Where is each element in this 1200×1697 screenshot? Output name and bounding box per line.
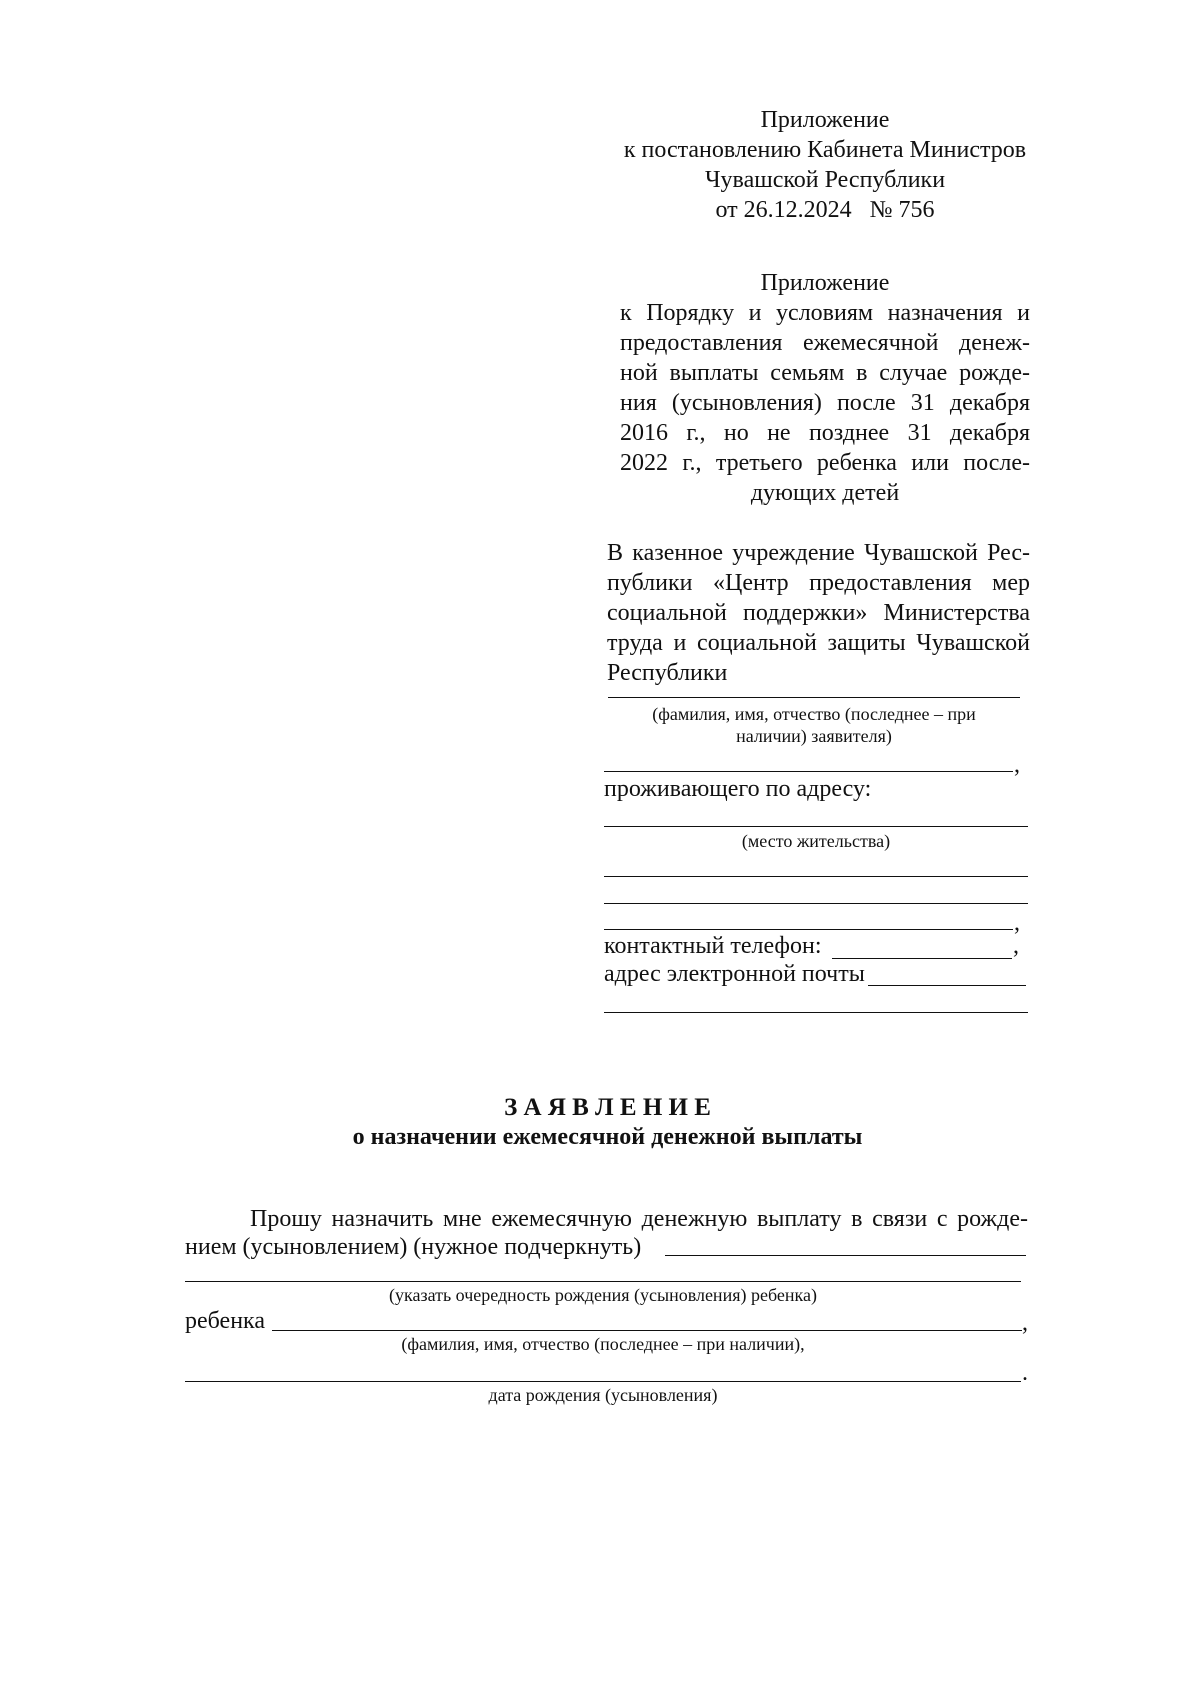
procedure-line: к Порядку и условиям назначения и (620, 300, 1030, 326)
residence-hint: (место жительства) (741, 831, 891, 851)
applicant-fio-hint (608, 703, 1020, 747)
email-field-line-2[interactable] (604, 1012, 1028, 1013)
appendix-number: № 756 (869, 197, 935, 223)
residence-line-2[interactable] (604, 876, 1028, 877)
birth-order-field-line-2[interactable] (185, 1281, 1021, 1282)
addressee-line: В казенное учреждение Чувашской Рес- (607, 540, 1030, 566)
procedure-line: ния (усыновления) после 31 декабря (620, 390, 1030, 416)
child-fio-hint: (фамилия, имя, отчество (последнее – при наличии), (401, 1334, 805, 1354)
procedure-line: ной выплаты семьям в случае рожде- (620, 360, 1030, 386)
birth-order-hint: (указать очередность рождения (усыновления) ребенка) (389, 1285, 817, 1305)
addressee-line: труда и социальной защиты Чувашской (607, 630, 1030, 656)
email-label: адрес электронной почты (604, 961, 865, 987)
addressee-line: социальной поддержки» Министерства (607, 600, 1030, 626)
birth-order-field[interactable] (665, 1255, 1026, 1256)
appendix-header (620, 105, 1030, 225)
applicant-fio-hint-line: наличии) заявителя) (736, 726, 892, 746)
residence-line-3[interactable] (604, 903, 1028, 904)
applicant-fio-line-1[interactable] (608, 697, 1020, 698)
appendix-republic-line: Чувашской Республики (704, 167, 946, 193)
appendix-date: от 26.12.2024 (715, 197, 852, 223)
procedure-line: предоставления ежемесячной денеж- (620, 330, 1030, 356)
applicant-fio-line-2[interactable] (604, 771, 1013, 772)
child-label: ребенка (185, 1308, 265, 1334)
child-fio-field[interactable] (272, 1330, 1022, 1331)
procedure-appendix-title: Приложение (760, 270, 890, 296)
comma: , (1014, 752, 1020, 778)
statement-title: З А Я В Л Е Н И Е (504, 1094, 711, 1121)
appendix-decree-line: к постановлению Кабинета Министров (623, 137, 1027, 163)
comma: , (1022, 1310, 1028, 1336)
addressee-line: публики «Центр предоставления мер (607, 570, 1030, 596)
addressee-block (607, 538, 1030, 688)
birth-date-field[interactable] (185, 1381, 1021, 1382)
procedure-line: 2022 г., третьего ребенка или после- (620, 450, 1030, 476)
appendix-title: Приложение (760, 107, 890, 133)
appendix-date-line (620, 195, 1030, 225)
applicant-fio-hint-line: (фамилия, имя, отчество (последнее – при (652, 704, 976, 724)
birth-date-hint: дата рождения (усыновления) (488, 1385, 718, 1405)
email-field[interactable] (868, 985, 1026, 986)
statement-body-line-1: Прошу назначить мне ежемесячную денежную выплату в связи с рожде- (250, 1206, 1028, 1232)
period: . (1022, 1360, 1028, 1386)
residing-label: проживающего по адресу: (604, 776, 872, 802)
procedure-line: 2016 г., но не позднее 31 декабря (620, 420, 1030, 446)
comma: , (1013, 933, 1019, 959)
statement-subtitle: о назначении ежемесячной денежной выплаты (352, 1124, 863, 1150)
comma: , (1014, 910, 1020, 936)
residence-line-1[interactable] (604, 826, 1028, 827)
phone-label: контактный телефон: (604, 933, 822, 959)
statement-body-line-2: нием (усыновлением) (нужное подчеркнуть) (185, 1234, 642, 1260)
addressee-line-last: Республики (607, 660, 728, 686)
procedure-appendix (620, 268, 1030, 508)
residence-line-4[interactable] (604, 929, 1013, 930)
procedure-line-last: дующих детей (750, 480, 900, 506)
